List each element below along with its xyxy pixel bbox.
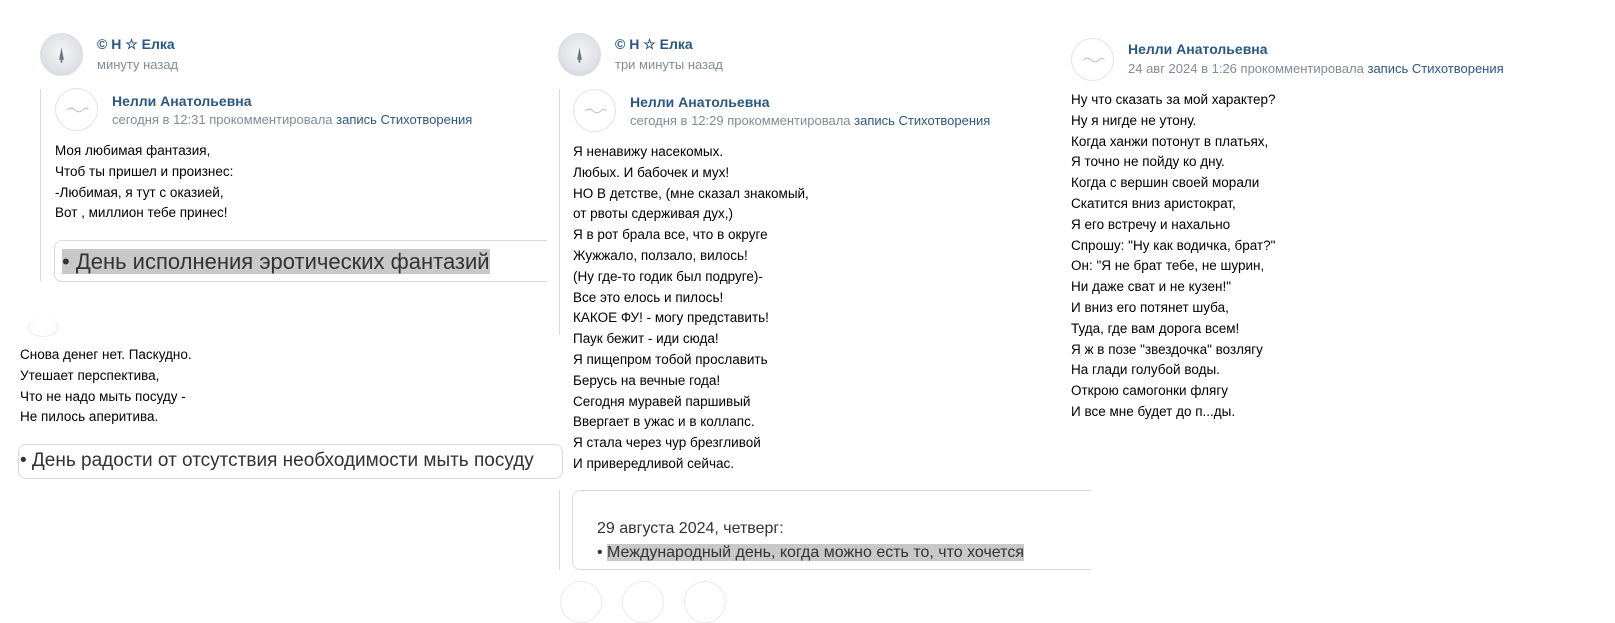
comment-poem: Ну что сказать за мой характер? Ну я нигде не утону. Когда ханжи потонут в платьях, Я точно не пойду ко дну. Когда с вершин своей морали Скатится вниз аристократ, Я его встречу и нахально Спрошу: "Ну как водичка, брат?" Он: "Я не брат тебе, не шурин, Ни даже сват и не кузен!" И вниз его потянет шуба, Туда, где вам дорога всем! Я ж в позе "звездочка" возлягу На глади голубой воды. Открою самогонки флягу И все мне будет до п...ды. [1071, 92, 1276, 419]
commenter-avatar[interactable] [55, 88, 98, 131]
signature-logo-icon [574, 90, 615, 131]
author-avatar[interactable] [40, 33, 83, 76]
attachment-text [597, 543, 1024, 563]
comment-meta [112, 112, 472, 127]
attachment-title: Международный день, когда можно есть то, что хочется [607, 544, 1024, 561]
post-link[interactable]: запись Стихотворения [336, 112, 473, 127]
commenter-name[interactable]: Нелли Анатольевна [1128, 41, 1268, 57]
fragment-attachment-text: • День радости от отсутствия необходимости мыть посуду [20, 450, 534, 471]
post-timestamp[interactable]: минуту назад [97, 57, 179, 72]
partial-avatar [622, 581, 664, 623]
commenter-name[interactable]: Нелли Анатольевна [112, 93, 252, 109]
attachment-text [62, 247, 490, 276]
comment-poem: Моя любимая фантазия, Чтоб ты пришел и произнес: -Любимая, я тут с оказией, Вот , миллион тебе принес! [55, 143, 234, 221]
comment-poem: Я ненавижу насекомых. Любых. И бабочек и мух! НО В детстве, (мне сказал знакомый, от рвоты сдерживая дух,) Я в рот брала все, что в округе Жужжало, ползало, вилось! (Ну где-то годик был подруге)- Все это елось и пилось! КАКОЕ ФУ! - могу представить! Паук бежит - иди сюда! Я пищепром тобой прославить Берусь на вечные года! Сегодня муравей паршивый Ввергает в ужас и в коллапс. Я стала через чур брезгливой И привередливой сейчас. [573, 144, 809, 471]
attachment-title: День исполнения эротических фантазий [75, 249, 490, 274]
attachment-bullet: • [597, 544, 608, 561]
post-author-name[interactable]: © Н ☆ Елка [97, 36, 175, 52]
post-link[interactable]: запись Стихотворения [854, 113, 991, 128]
post-link[interactable]: запись Стихотворения [1367, 61, 1504, 76]
comment-meta [630, 113, 990, 128]
author-avatar[interactable] [558, 33, 601, 76]
partial-avatar [684, 581, 726, 623]
comment-meta [1128, 61, 1504, 76]
fragment-poem: Снова денег нет. Паскудно. Утешает перспектива, Что не надо мыть посуду - Не пилось аперитива. [20, 347, 192, 425]
comment-thread-line [559, 89, 560, 335]
comment-time-text: 24 авг 2024 в 1:26 прокомментировала [1128, 61, 1364, 76]
post-author-name[interactable]: © Н ☆ Елка [615, 36, 693, 52]
attachment-bullet: • [62, 249, 76, 274]
commenter-name[interactable]: Нелли Анатольевна [630, 94, 770, 110]
comment-time-text: сегодня в 12:31 прокомментировала [112, 112, 333, 127]
attachment-date: 29 августа 2024, четверг: [597, 520, 784, 537]
commenter-avatar[interactable] [1071, 38, 1114, 81]
partial-avatar [560, 581, 602, 623]
comment-time-text: сегодня в 12:29 прокомментировала [630, 113, 851, 128]
tree-logo-icon [559, 34, 600, 75]
post-timestamp[interactable]: три минуты назад [615, 57, 723, 72]
comment-thread-line-lower [559, 490, 560, 570]
signature-logo-icon [56, 89, 97, 130]
signature-logo-icon [1072, 39, 1113, 80]
comment-thread-line [40, 89, 41, 281]
partial-avatar [28, 318, 58, 337]
tree-logo-icon [41, 34, 82, 75]
commenter-avatar[interactable] [573, 89, 616, 132]
